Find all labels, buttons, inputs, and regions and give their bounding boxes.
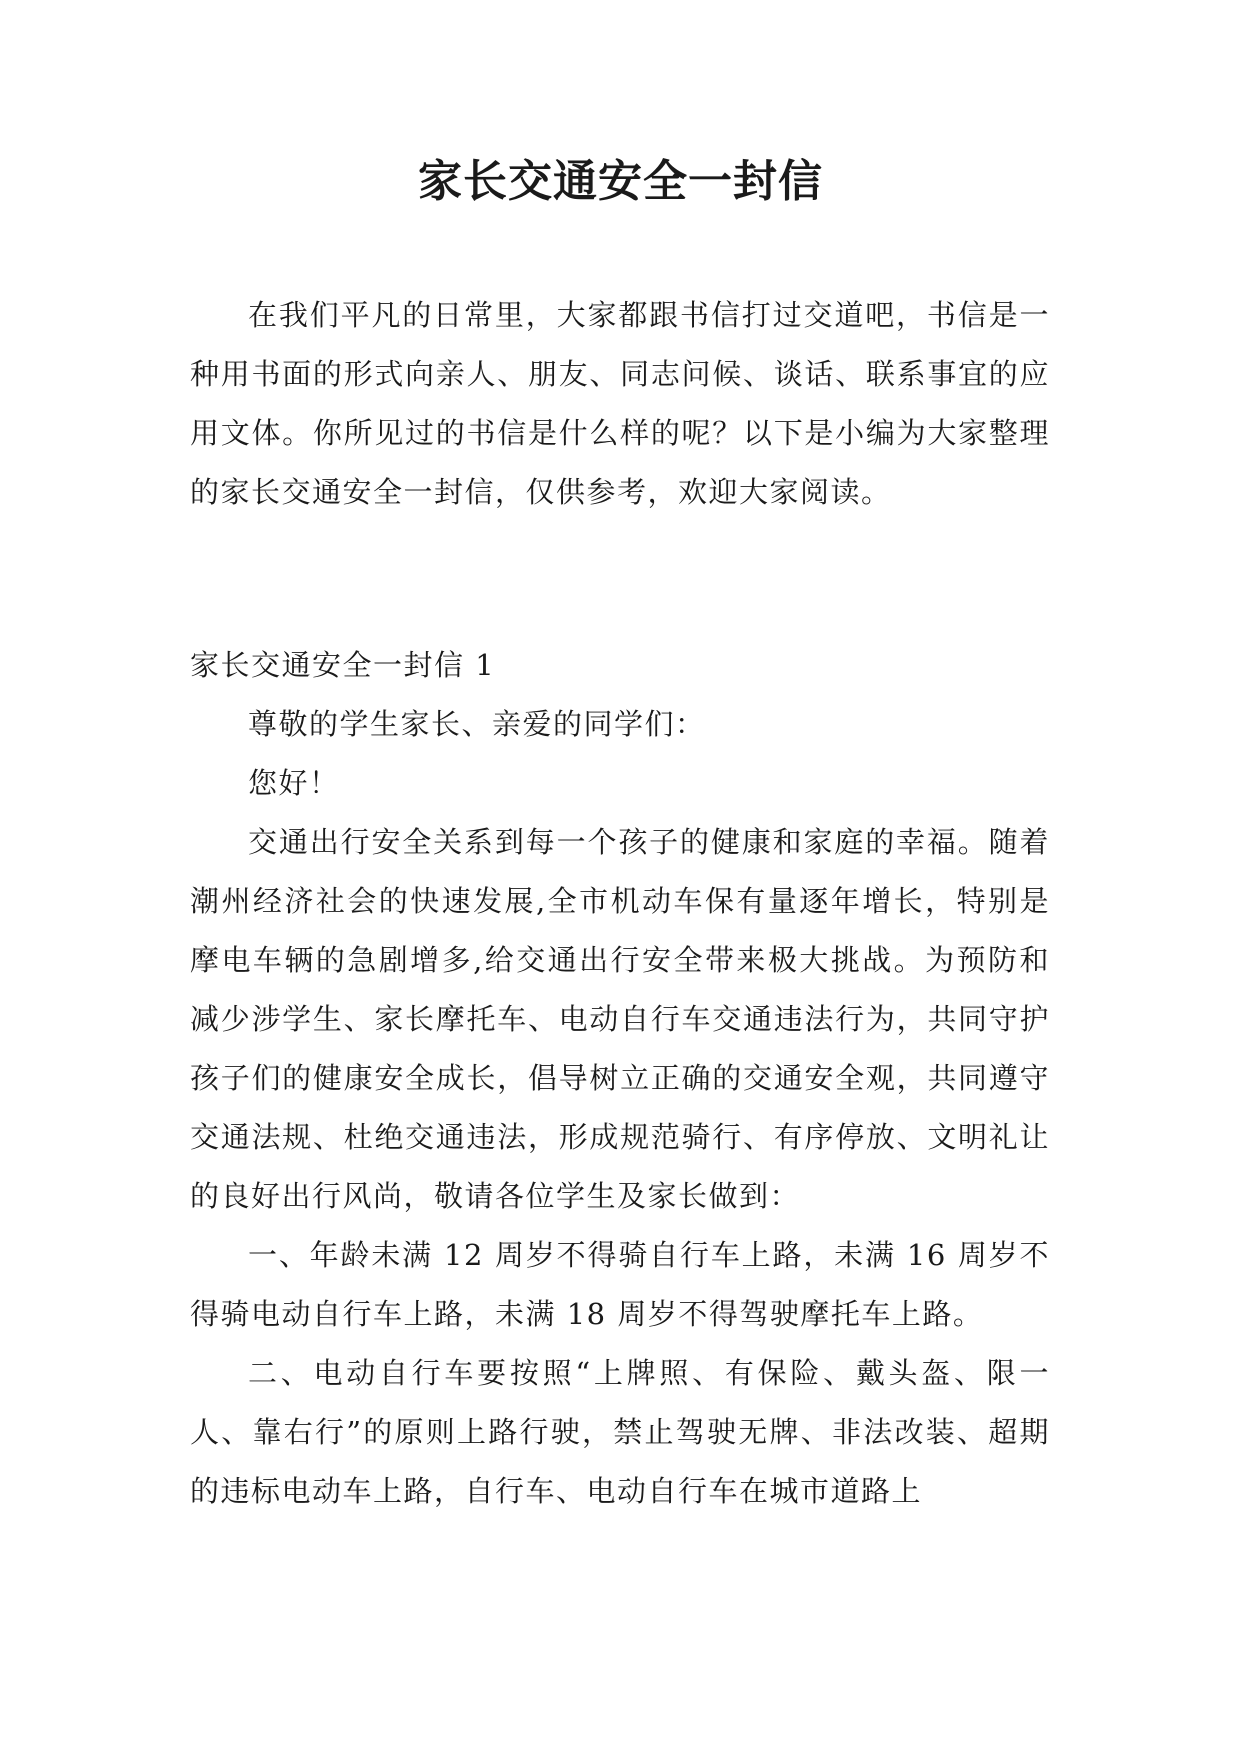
letter-paragraph: 一、年龄未满 12 周岁不得骑自行车上路，未满 16 周岁不得骑电动自行车上路，未满 18 周岁不得驾驶摩托车上路。 — [190, 1238, 1050, 1331]
salutation: 尊敬的学生家长、亲爱的同学们： — [248, 707, 706, 741]
letter-heading: 家长交通安全一封信 1 — [190, 648, 496, 682]
letter-paragraph: 二、电动自行车要按照“上牌照、有保险、戴头盔、限一人、靠右行”的原则上路行驶，禁止驾驶无牌、非法改装、超期的违标电动车上路，自行车、电动自行车在城市道路上 — [190, 1356, 1050, 1508]
intro-paragraph: 在我们平凡的日常里，大家都跟书信打过交道吧，书信是一种用书面的形式向亲人、朋友、同志问候、谈话、联系事宜的应用文体。你所见过的书信是什么样的呢？以下是小编为大家整理的家长交通安全一封信，仅供参考，欢迎大家阅读。 — [190, 298, 1050, 509]
greeting: 您好！ — [248, 766, 340, 800]
letter-paragraph: 交通出行安全关系到每一个孩子的健康和家庭的幸福。随着潮州经济社会的快速发展,全市机动车保有量逐年增长，特别是摩电车辆的急剧增多,给交通出行安全带来极大挑战。为预防和减少涉学生、家长摩托车、电动自行车交通违法行为，共同守护孩子们的健康安全成长，倡导树立正确的交通安全观，共同遵守交通法规、杜绝交通违法，形成规范骑行、有序停放、文明礼让的良好出行风尚，敬请各位学生及家长做到： — [190, 825, 1050, 1213]
letter-section — [190, 636, 1050, 1521]
document-title: 家长交通安全一封信 — [418, 156, 823, 207]
intro-section — [190, 286, 1050, 522]
